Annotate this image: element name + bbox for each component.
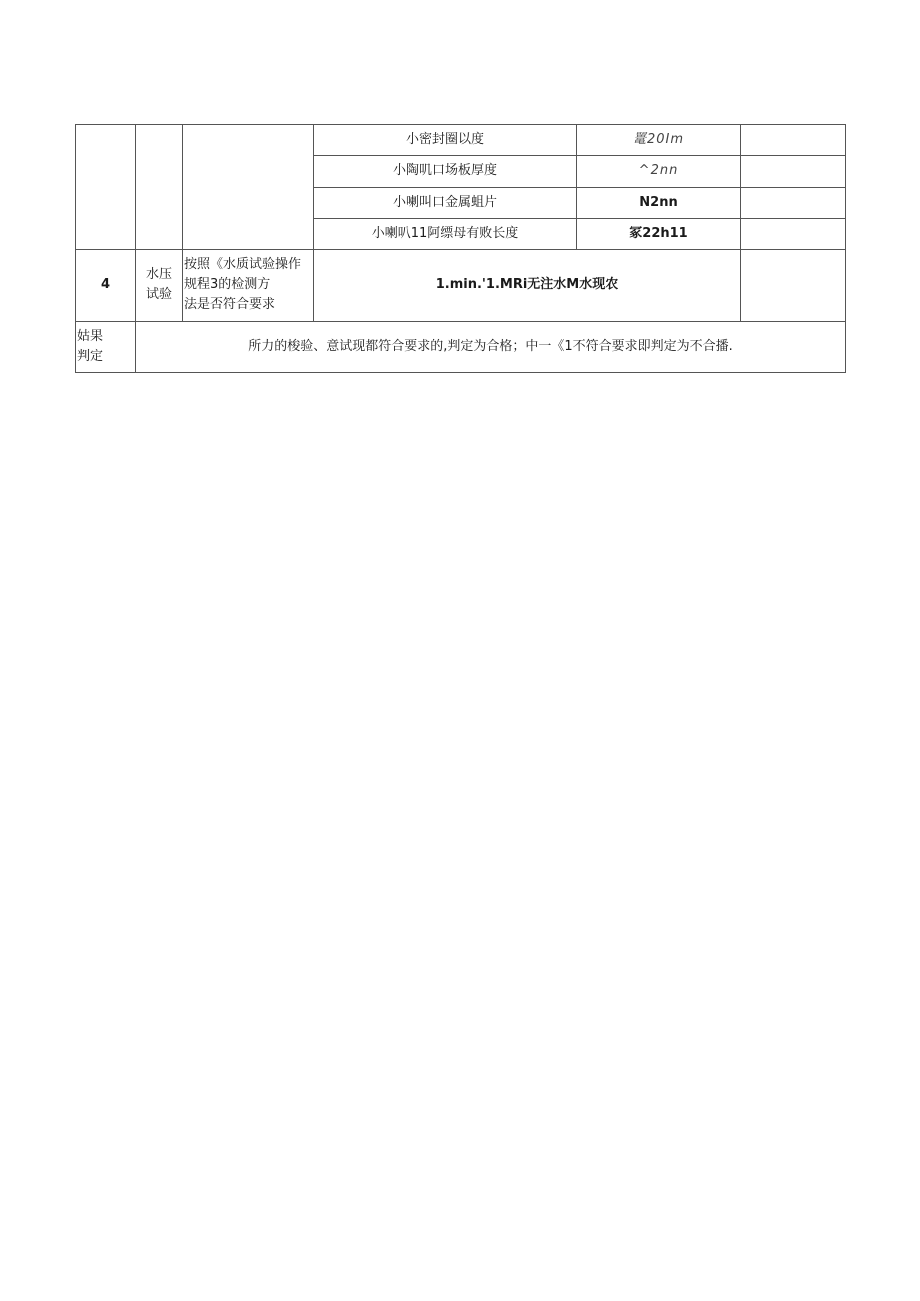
- table-row: [76, 321, 846, 372]
- result-cell-empty: [741, 125, 846, 156]
- method-line2: 规程3的检测方: [184, 277, 271, 293]
- method-line3: 法是否符合要求: [184, 297, 276, 313]
- table-row: [76, 250, 846, 322]
- result-label-line2: 判定: [77, 348, 104, 364]
- item-name-cell-empty: [136, 125, 183, 250]
- method-cell-empty: [183, 125, 314, 250]
- sub-item-cell: 小密封圈以度: [314, 125, 577, 156]
- row-number-cell: 4: [76, 250, 136, 322]
- result-cell-empty: [741, 187, 846, 218]
- result-cell-empty: [741, 218, 846, 249]
- water-pressure-requirement: 1.min.'1.MRi无注水M水现农: [435, 277, 619, 293]
- item-name-line2: 试验: [145, 287, 172, 303]
- method-line1: 按照《水质试验操作: [184, 257, 302, 273]
- requirement-cell: ^2nn: [577, 156, 741, 187]
- sub-item-cell: 小陶叽口场板厚度: [314, 156, 577, 187]
- result-label-cell: [76, 321, 136, 372]
- inspection-table: [75, 124, 846, 373]
- inspection-table-container: [75, 124, 845, 373]
- requirement-cell: 鼍20Im: [577, 125, 741, 156]
- item-name-line1: 水压: [145, 267, 172, 283]
- result-label-line1: 姑果: [77, 328, 104, 344]
- requirement-cell: 冢22h11: [577, 218, 741, 249]
- result-cell-empty: [741, 156, 846, 187]
- sub-item-cell: 小喇叫口金属蛆片: [314, 187, 577, 218]
- requirement-cell: [314, 250, 741, 322]
- method-cell: [183, 250, 314, 322]
- requirement-cell: N2nn: [577, 187, 741, 218]
- result-text-cell: 所力的梭验、意试现都符合要求的,判定为合格；中一《1不符合要求即判定为不合播.: [136, 321, 846, 372]
- sub-item-cell: 小喇叭11阿缥母有败长度: [314, 218, 577, 249]
- table-row: [76, 125, 846, 156]
- result-cell-empty: [741, 250, 846, 322]
- no-cell-empty: [76, 125, 136, 250]
- item-name-cell: [136, 250, 183, 322]
